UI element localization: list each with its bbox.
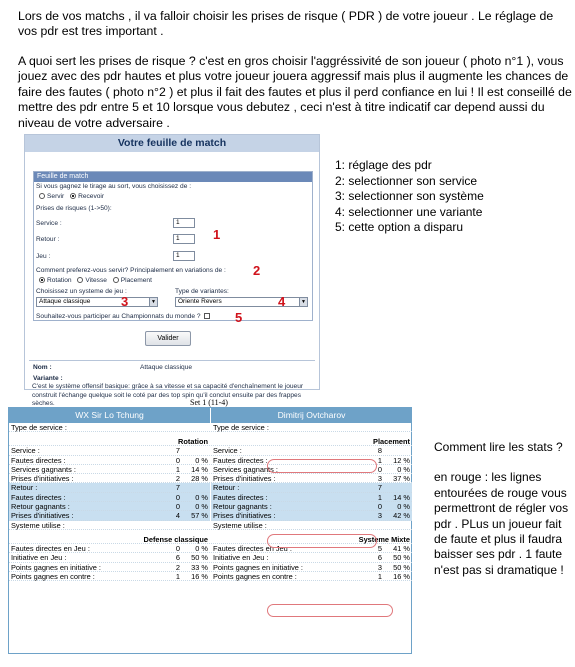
name-label: Nom : <box>33 364 52 371</box>
intro-paragraph-1: Lors de vos matchs , il va falloir choisir les prises de risque ( PDR ) de votre joueur . Le réglage de vos pdr est tres important . <box>18 9 554 39</box>
row-label: Prises d'initiatives : <box>213 474 276 484</box>
row-percent: 0 % <box>397 464 410 474</box>
radio-speed[interactable] <box>77 277 83 283</box>
row-label: Initiative en Jeu : <box>213 553 269 563</box>
match-sheet-title: Votre feuille de match <box>25 135 319 152</box>
row-label: Retour : <box>213 483 240 493</box>
return-risk-input[interactable]: 1 <box>173 234 195 244</box>
row-label: Retour gagnants : <box>11 502 70 512</box>
row-label: Fautes directes : <box>11 492 66 502</box>
table-row <box>9 563 210 572</box>
table-row: Rotation <box>9 432 210 446</box>
row-count: 1 <box>377 492 382 502</box>
row-count: 1 <box>377 455 382 465</box>
intro-paragraph-2: A quoi sert les prises de risque ? c'est en gros choisir l'aggréssivité de son joueur ( photo n°1 ), vous jouez avec des pdr hautes et plus votre joueur jouera aggressif mais plus il augmente les chances de faire des fautes ( photo n°2 ) et plus il fait des fautes et plus il perd confiance en lui ! Il est conseillé de mettre des pdr entre 5 et 10 lorsque vous debutez , ceci n'est à titre indicatif car depend aussi du niveau de votre adversaire . <box>18 54 572 130</box>
chevron-down-icon: ▼ <box>299 298 307 306</box>
chevron-down-icon: ▼ <box>149 298 157 306</box>
row-count: 0 <box>175 502 180 512</box>
stats-note-title: Comment lire les stats ? <box>434 440 563 454</box>
form-subheader: Feuille de match <box>34 172 312 182</box>
row-percent: 0 % <box>195 455 208 465</box>
row-count: 6 <box>377 553 382 563</box>
table-row <box>9 465 210 474</box>
legend-list <box>335 158 484 236</box>
row-count: 3 <box>377 511 382 521</box>
row-label: Prises d'initiatives : <box>11 474 74 484</box>
player-name-left: WX Sir Lo Tchung <box>9 408 210 423</box>
service-risk-input[interactable]: 1 <box>173 218 195 228</box>
row-percent: 28 % <box>191 474 208 484</box>
marker-4: 4 <box>278 294 286 309</box>
row-percent: 57 % <box>191 511 208 521</box>
row-label: Services gagnants : <box>11 464 76 474</box>
row-count: 0 <box>175 455 180 465</box>
table-row <box>211 502 412 511</box>
row-count: 0 <box>175 543 180 553</box>
variant-desc-label: Variante : <box>33 375 63 382</box>
match-sheet-panel <box>24 134 320 390</box>
row-label: Fautes directes en Jeu : <box>11 543 90 553</box>
championship-question: Souhaitez-vous participer au Championnats du monde ? <box>36 313 210 321</box>
row-count: 1 <box>175 571 180 581</box>
row-percent: 41 % <box>393 543 410 553</box>
row-count: 7 <box>175 446 180 456</box>
marker-3: 3 <box>121 294 129 309</box>
stats-table <box>8 407 412 654</box>
row-percent: 12 % <box>393 455 410 465</box>
system-select[interactable]: Attaque classique ▼ <box>36 297 158 307</box>
legend-item: 4: selectionner une variante <box>335 204 483 219</box>
championship-checkbox[interactable] <box>204 313 210 319</box>
row-count: 7 <box>175 483 180 493</box>
table-row: Systeme utilise : <box>9 521 210 530</box>
table-row <box>9 502 210 511</box>
service-label: Service : <box>36 220 62 227</box>
table-row <box>9 456 210 465</box>
table-row: Defense classique <box>9 530 210 544</box>
row-percent: 50 % <box>393 562 410 572</box>
legend-item: 3: selectionner son système <box>335 189 484 203</box>
table-row <box>9 511 210 520</box>
table-row <box>211 483 412 492</box>
row-count: 4 <box>175 511 180 521</box>
row-percent: 0 % <box>397 502 410 512</box>
table-row: Placement <box>211 432 412 446</box>
stats-note-body: en rouge : les lignes entourées de rouge vous permettront de régler vos pdr . PLus un joueur fait de faute et plus il faudra baisser ses pdr . 1 faute n'est pas si dramatique ! <box>434 470 569 577</box>
table-row <box>9 544 210 553</box>
row-label: Services gagnants : <box>213 464 278 474</box>
table-row <box>9 446 210 455</box>
row-count: 0 <box>377 464 382 474</box>
row-percent: 37 % <box>393 474 410 484</box>
row-count: 2 <box>175 562 180 572</box>
row-label: Points gagnes en contre : <box>213 571 297 581</box>
marker-5: 5 <box>235 310 243 325</box>
row-label: Prises d'initiatives : <box>213 511 276 521</box>
row-count: 6 <box>175 553 180 563</box>
legend-item: 1: réglage des pdr <box>335 158 432 172</box>
game-risk-input[interactable]: 1 <box>173 251 195 261</box>
highlight-oval <box>267 534 377 548</box>
stats-note <box>434 440 574 578</box>
row-count: 0 <box>377 502 382 512</box>
table-row <box>211 493 412 502</box>
row-label: Initiative en Jeu : <box>11 553 67 563</box>
row-percent: 0 % <box>195 492 208 502</box>
row-percent: 16 % <box>191 571 208 581</box>
table-row: Type de service : <box>9 423 210 432</box>
serve-options: Rotation Vitesse Placement <box>39 277 152 285</box>
table-row <box>211 474 412 483</box>
table-row <box>211 572 412 581</box>
row-percent: 42 % <box>393 511 410 521</box>
row-percent: 0 % <box>195 543 208 553</box>
table-row <box>9 483 210 492</box>
radio-placement[interactable] <box>113 277 119 283</box>
row-label: Prises d'initiatives : <box>11 511 74 521</box>
risk-label: Prises de risques (1->50): <box>36 205 112 212</box>
table-row <box>211 553 412 562</box>
table-row <box>211 563 412 572</box>
row-label: Fautes directes en Jeu : <box>213 543 292 553</box>
name-value: Attaque classique <box>140 364 193 371</box>
row-label: Fautes directes : <box>213 492 268 502</box>
radio-receive[interactable] <box>70 193 76 199</box>
marker-2: 2 <box>253 263 261 278</box>
stats-column-left <box>9 408 210 653</box>
row-percent: 50 % <box>191 553 208 563</box>
row-count: 1 <box>377 571 382 581</box>
row-count: 1 <box>175 464 180 474</box>
row-label: Retour : <box>11 483 38 493</box>
table-row <box>211 446 412 455</box>
system-description: C'est le système offensif basique: grâce à sa vitesse et sa capacité d'enchaînement le joueur construit l'échange quelque soit le coté par des top spin qu'il conclut ensuite par des frappes sèches. <box>32 383 304 408</box>
table-row <box>9 493 210 502</box>
validate-button[interactable]: Valider <box>145 331 191 346</box>
row-count: 3 <box>377 474 382 484</box>
row-count: 8 <box>377 446 382 456</box>
player-name-right: Dimitrij Ovtcharov <box>211 408 412 423</box>
row-label: Points gagnes en contre : <box>11 571 95 581</box>
table-row <box>9 553 210 562</box>
row-label: Retour gagnants : <box>213 502 272 512</box>
variant-select[interactable]: Oriente Revers ▼ <box>175 297 308 307</box>
row-count: 3 <box>377 562 382 572</box>
return-label: Retour : <box>36 236 60 243</box>
row-label: Fautes directes : <box>11 455 66 465</box>
table-row <box>211 511 412 520</box>
game-label: Jeu : <box>36 253 51 260</box>
row-percent: 16 % <box>393 571 410 581</box>
row-count: 7 <box>377 483 382 493</box>
row-percent: 50 % <box>393 553 410 563</box>
row-percent: 14 % <box>393 492 410 502</box>
row-percent: 14 % <box>191 464 208 474</box>
row-label: Service : <box>11 446 40 456</box>
row-count: 2 <box>175 474 180 484</box>
row-percent: 33 % <box>191 562 208 572</box>
toss-options: Servir Recevoir <box>39 193 104 201</box>
row-label: Service : <box>213 446 242 456</box>
variant-label: Type de variantes: <box>175 288 229 295</box>
row-count: 5 <box>377 543 382 553</box>
marker-1: 1 <box>213 227 221 242</box>
radio-rotation[interactable] <box>39 277 45 283</box>
row-label: Points gagnes en initiative : <box>11 562 101 572</box>
legend-item: 5: cette option a disparu <box>335 220 464 234</box>
toss-question: Si vous gagnez le tirage au sort, vous choisissez de : <box>36 183 192 190</box>
table-row: Systeme Mixte <box>211 530 412 544</box>
row-label: Fautes directes : <box>213 455 268 465</box>
system-label: Choisissez un systeme de jeu : <box>36 288 127 295</box>
row-count: 0 <box>175 492 180 502</box>
radio-serve[interactable] <box>39 193 45 199</box>
divider <box>29 360 315 361</box>
set-title: Set 1 (11-4) <box>190 398 228 407</box>
highlight-oval <box>267 459 377 473</box>
legend-item: 2: selectionner son service <box>335 173 478 188</box>
table-row: Type de service : <box>211 423 412 432</box>
row-label: Points gagnes en initiative : <box>213 562 303 572</box>
highlight-oval <box>267 604 393 617</box>
table-row <box>9 572 210 581</box>
table-row <box>9 474 210 483</box>
table-row: Systeme utilise : <box>211 521 412 530</box>
row-percent: 0 % <box>195 502 208 512</box>
serve-question: Comment preferez-vous servir? Principalement en variations de : <box>36 267 226 274</box>
